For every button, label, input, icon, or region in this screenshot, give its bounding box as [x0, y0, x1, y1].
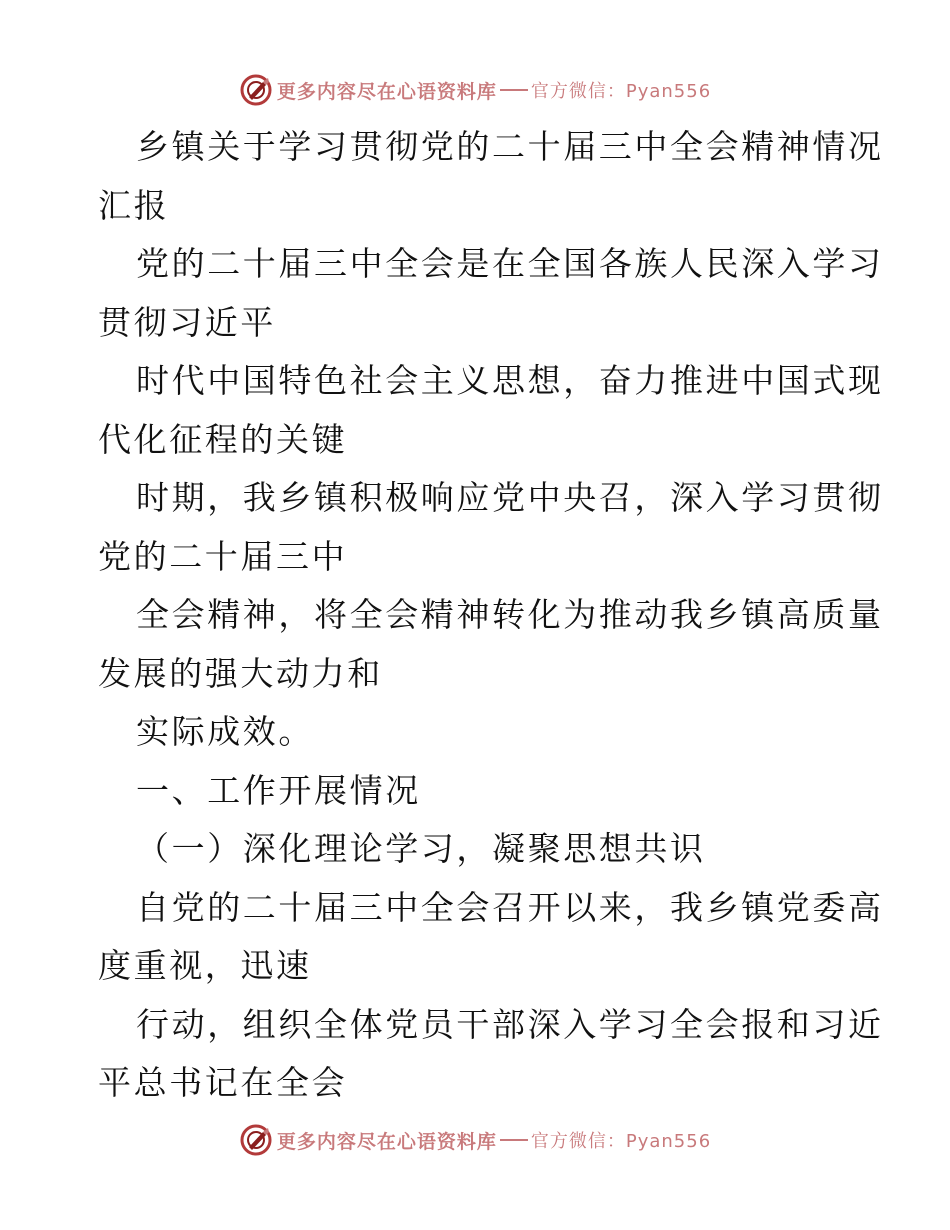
paragraph-line: 全会精神，将全会精神转化为推动我乡镇高质量: [136, 595, 884, 634]
paragraph-line: 实际成效。: [136, 712, 314, 751]
banner-separator: [500, 1139, 528, 1141]
paragraph-line: 时期，我乡镇积极响应党中央召，深入学习贯彻: [136, 478, 884, 517]
document-body: [98, 118, 884, 1113]
banner-brand-text: 更多内容尽在心语资料库: [276, 80, 497, 103]
brand-logo-icon: [239, 1123, 273, 1157]
watermark-banner-bottom: [0, 1118, 950, 1162]
paragraph-line: 贯彻习近平: [98, 302, 276, 342]
paragraph-line: 党的二十届三中: [98, 536, 348, 576]
paragraph-line: 平总书记在全会: [98, 1063, 348, 1102]
paragraph-line: 自党的二十届三中全会召开以来，我乡镇党委高: [136, 887, 884, 927]
banner-wechat-text: 官方微信：Pyan556: [530, 1131, 712, 1152]
brand-logo-icon: [239, 73, 273, 107]
paragraph-line: 代化征程的关键: [98, 419, 348, 459]
section-heading: 一、工作开展情况: [136, 770, 421, 810]
document-title-line-2: 汇报: [98, 185, 170, 225]
paragraph-line: 行动，组织全体党员干部深入学习全会报和习近: [136, 1004, 884, 1044]
paragraph-line: 度重视，迅速: [98, 946, 312, 985]
watermark-banner-top: [0, 68, 950, 112]
banner-separator: [500, 89, 528, 91]
banner-wechat-text: 官方微信：Pyan556: [530, 81, 712, 102]
paragraph-line: 发展的强大动力和: [98, 653, 383, 693]
document-title-line-1: 乡镇关于学习贯彻党的二十届三中全会精神情况: [136, 127, 884, 166]
paragraph-line: 时代中国特色社会主义思想，奋力推进中国式现: [136, 361, 884, 400]
banner-brand-text: 更多内容尽在心语资料库: [276, 1130, 497, 1153]
subsection-heading: （一）深化理论学习，凝聚思想共识: [136, 829, 706, 868]
paragraph-line: 党的二十届三中全会是在全国各族人民深入学习: [136, 244, 884, 283]
